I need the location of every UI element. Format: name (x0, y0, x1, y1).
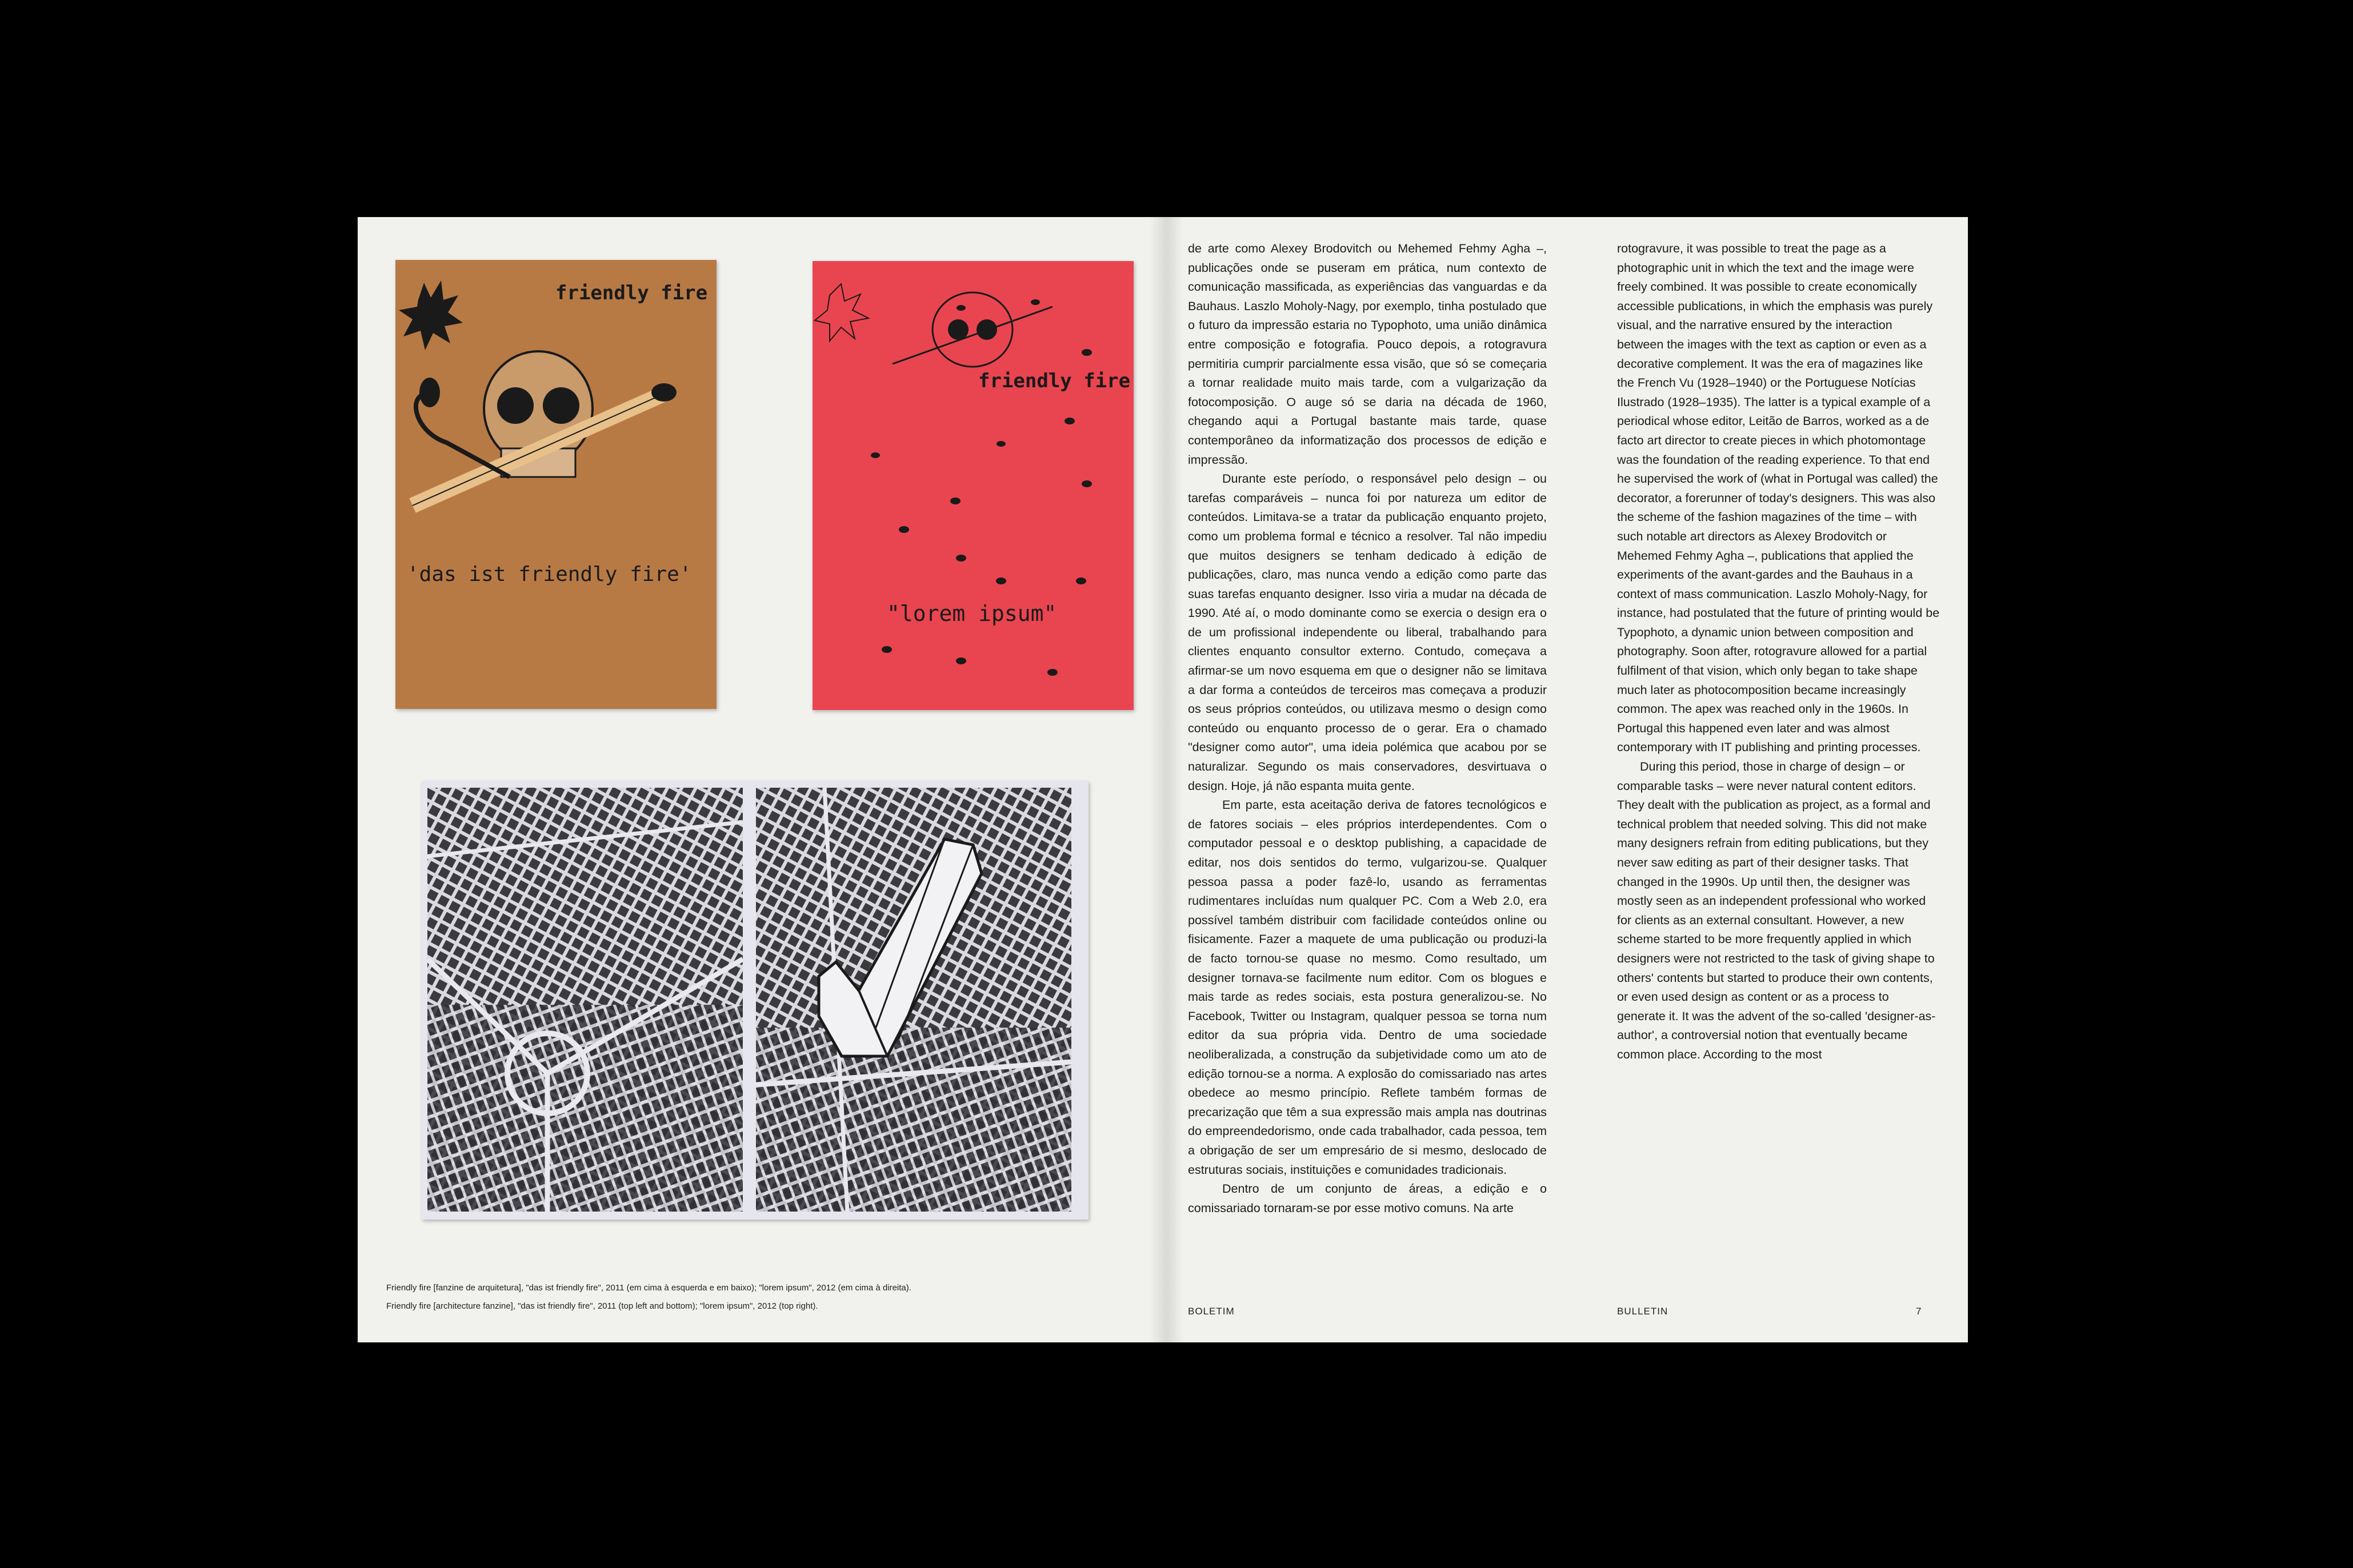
zine-cover-lorem-ipsum (813, 261, 1134, 710)
zine-cover-das-ist-friendly-fire (395, 260, 717, 709)
skull-illustration-icon (395, 260, 717, 709)
map-left-page (427, 788, 743, 1212)
paragraph: Durante este período, o responsável pelo design – ou tarefas comparáveis – nunca foi por natureza um editor de conteúdos. Limitava-se a tratar da publicação enquanto projeto, como um problema formal e técnico a resolver. Tal não impediu que muitos designers se tenham dedicado à edição de publicações, claro, mas nunca vendo a edição como parte das suas tarefas enquanto designer. Isso viria a mudar na década de 1990. Até aí, o modo dominante como se exercia o design era o de um profissional independente ou liberal, trabalhando para clientes enquanto consultor externo. Contudo, começava a afirmar-se um novo esquema em que o designer não se limitava a dar forma a conteúdos de terceiros mas começava a produzir os seus próprios conteúdos, ou utilizava mesmo o design como conteúdo ou enquanto processo de o gerar. Era o chamado "designer como autor", uma ideia polémica que acabou por se naturalizar. Segundo os mais conservadores, desvirtuava o design. Hoje, já não espanta muita gente. (1188, 472, 1547, 793)
flies-illustration-icon (813, 261, 1134, 710)
zine-brand-label: friendly fire (555, 282, 708, 304)
zine-title: "lorem ipsum" (887, 601, 1057, 626)
article-column-en (1617, 239, 1940, 1065)
figure-caption-en: Friendly fire [architecture fanzine], "das ist friendly fire", 2011 (top left and bottom); "lorem ipsum", 2012 (top right). (386, 1301, 818, 1311)
paragraph: rotogravure, it was possible to treat the page as a photographic unit in which the text and the image were freely combined. It was possible to create economically accessible publications, in which the emphasis was purely visual, and the narrative ensured by the interaction between the images with the text as caption or even as a decorative complement. It was the era of magazines like the French Vu (1928–1940) or the Portuguese Notícias Ilustrado (1928–1935). The latter is a typical example of a periodical whose editor, Leitão de Barros, worked as a de facto art director to create pieces in which photomontage was the foundation of the reading experience. To that end he supervised the work of (what in Portugal was called) the decorator, a forerunner of today's designers. This was also the scheme of the fashion magazines of the time – with such notable art directors as Alexey Brodovitch or Mehemed Fehmy Agha –, publications that applied the experiments of the avant-gardes and the Bauhaus in a context of mass communication. Laszlo Moholy-Nagy, for instance, had postulated that the future of printing would be Typophoto, a dynamic union between composition and photography. Soon after, rotogravure allowed for a partial fulfilment of that vision, which only began to take shape much later as photocomposition became increasingly common. The apex was reached only in the 1960s. In Portugal this happened even later and was almost contemporary with IT publishing and printing processes. (1617, 242, 1940, 755)
article-column-pt (1188, 239, 1547, 1218)
city-map-with-building-icon (756, 788, 1071, 1212)
spine-gutter (1149, 217, 1183, 1342)
zine-brand-label: friendly fire (978, 370, 1131, 392)
paragraph: de arte como Alexey Brodovitch ou Mehemed Fehmy Agha –, publicações onde se puseram em prática, num contexto de comunicação massificada, as experiências das vanguardas e da Bauhaus. Laszlo Moholy-Nagy, por exemplo, tinha postulado que o futuro da impressão estaria no Typophoto, uma união dinâmica entre composição e fotografia. Pouco depois, a rotogravura permitiria cumprir parcialmente essa visão, que só se começaria a tornar realidade muito mais tarde, com a vulgarização da fotocomposição. O auge só se daria na década de 1960, chegando aqui a Portugal bastante mais tarde, quase contemporâneo da informatização dos processos de edição e impressão. (1188, 242, 1547, 467)
map-right-page (756, 788, 1071, 1212)
magazine-spread (358, 217, 1968, 1342)
page-number: 7 (1916, 1306, 1922, 1317)
paragraph: During this period, those in charge of design – or comparable tasks – were never natural content editors. They dealt with the publication as project, as a formal and technical problem that needed solving. This did not make many designers refrain from editing publications, but they never saw editing as part of their designer tasks. That changed in the 1990s. Up until then, the designer was mostly seen as an independent professional who worked for clients as an external consultant. However, a new scheme started to be more frequently applied in which designers were not restricted to the task of giving shape to others' contents but started to produce their own contents, or even used design as content or as a process to generate it. It was the advent of the so-called 'designer-as-author', a controversial notion that eventually became common place. According to the most (1617, 760, 1936, 1061)
paragraph: Em parte, esta aceitação deriva de fatores tecnológicos e de fatores sociais – eles próprios interdependentes. Com o computador pessoal e o desktop publishing, a capacidade de editar, nos dois sentidos do termo, vulgarizou-se. Qualquer pessoa passa a poder fazê-lo, usando as ferramentas rudimentares incluídas num qualquer PC. Com a Web 2.0, era possível também distribuir com facilidade conteúdos online ou fisicamente. Fazer a maquete de uma publicação ou produzi-la de facto tornou-se quase no mesmo. Como resultado, um designer tornava-se facilmente num editor. Com os blogues e mais tarde as redes sociais, esta postura generalizou-se. No Facebook, Twitter ou Instagram, qualquer pessoa se torna num editor da sua própria vida. Dentro de uma sociedade neoliberalizada, a construção da subjetividade como um ato de edição tornou-se a norma. A explosão do comissariado nas artes obedece ao mesmo princípio. Reflete também formas de precarização que têm a sua expressão mais ampla nas doutrinas do empreendedorismo, onde cada trabalhador, cada pessoa, tem a obrigação de ser um empresário de si mesmo, deslocado de estruturas sociais, instituições e comunidades tradicionais. (1188, 798, 1547, 1177)
city-map-icon (427, 788, 743, 1212)
paragraph: Dentro de um conjunto de áreas, a edição e o comissariado tornaram-se por esse motivo comuns. Na arte (1188, 1182, 1547, 1215)
figure-caption-pt: Friendly fire [fanzine de arquitetura], "das ist friendly fire", 2011 (em cima à esquerda e em baixo); "lorem ipsum", 2012 (em cima à direita). (386, 1283, 911, 1293)
zine-map-spread-photo (422, 781, 1089, 1220)
footer-label-en: BULLETIN (1617, 1306, 1668, 1317)
zine-title: 'das ist friendly fire' (407, 563, 692, 586)
footer-label-pt: BOLETIM (1188, 1306, 1235, 1317)
